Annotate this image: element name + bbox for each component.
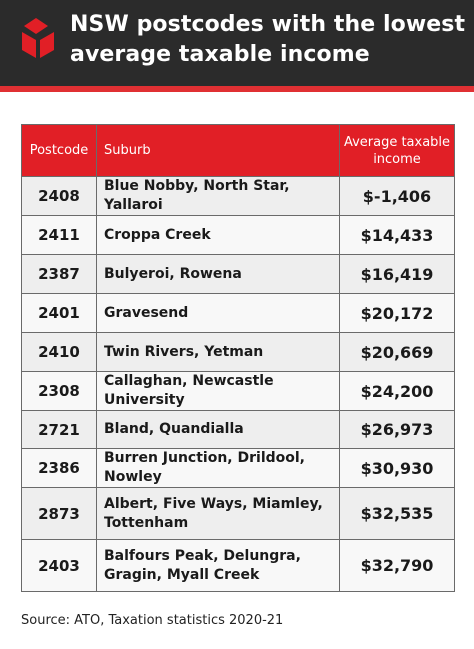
- suburb-cell: Burren Junction, Drildool, Nowley: [97, 449, 340, 488]
- suburb-cell: Croppa Creek: [97, 216, 340, 255]
- income-table-container: [21, 124, 454, 592]
- suburb-cell: Callaghan, Newcastle University: [97, 372, 340, 411]
- column-header-income: Average taxable income: [340, 125, 455, 177]
- postcode-cell: 2401: [22, 294, 97, 333]
- postcode-cell: 2873: [22, 488, 97, 540]
- table-row: [22, 488, 455, 540]
- table-row: [22, 255, 455, 294]
- income-cell: $26,973: [340, 411, 455, 449]
- table-row: [22, 372, 455, 411]
- income-cell: $16,419: [340, 255, 455, 294]
- table-row: [22, 449, 455, 488]
- suburb-cell: Blue Nobby, North Star, Yallaroi: [97, 177, 340, 216]
- income-cell: $20,172: [340, 294, 455, 333]
- suburb-cell: Gravesend: [97, 294, 340, 333]
- income-cell: $24,200: [340, 372, 455, 411]
- income-cell: $32,790: [340, 540, 455, 592]
- income-cell: $-1,406: [340, 177, 455, 216]
- income-cell: $32,535: [340, 488, 455, 540]
- table-row: [22, 333, 455, 372]
- postcode-cell: 2386: [22, 449, 97, 488]
- table-row: [22, 294, 455, 333]
- postcode-cell: 2721: [22, 411, 97, 449]
- postcode-cell: 2410: [22, 333, 97, 372]
- sbs-logo-icon: [18, 16, 58, 62]
- income-cell: $14,433: [340, 216, 455, 255]
- income-cell: $30,930: [340, 449, 455, 488]
- table-header-row: [22, 125, 455, 177]
- table-row: [22, 540, 455, 592]
- suburb-cell: Twin Rivers, Yetman: [97, 333, 340, 372]
- table-row: [22, 411, 455, 449]
- page-title: NSW postcodes with the lowest average taxable income: [70, 12, 466, 67]
- column-header-postcode: Postcode: [22, 125, 97, 177]
- suburb-cell: Balfours Peak, Delungra, Gragin, Myall Creek: [97, 540, 340, 592]
- source-note: Source: ATO, Taxation statistics 2020-21: [21, 613, 284, 628]
- income-cell: $20,669: [340, 333, 455, 372]
- postcode-cell: 2411: [22, 216, 97, 255]
- suburb-cell: Bland, Quandialla: [97, 411, 340, 449]
- table-row: [22, 216, 455, 255]
- postcode-cell: 2308: [22, 372, 97, 411]
- income-table: [21, 124, 455, 592]
- table-row: [22, 177, 455, 216]
- column-header-suburb: Suburb: [97, 125, 340, 177]
- header-accent-line: [0, 86, 474, 92]
- postcode-cell: 2387: [22, 255, 97, 294]
- suburb-cell: Albert, Five Ways, Miamley, Tottenham: [97, 488, 340, 540]
- suburb-cell: Bulyeroi, Rowena: [97, 255, 340, 294]
- postcode-cell: 2403: [22, 540, 97, 592]
- postcode-cell: 2408: [22, 177, 97, 216]
